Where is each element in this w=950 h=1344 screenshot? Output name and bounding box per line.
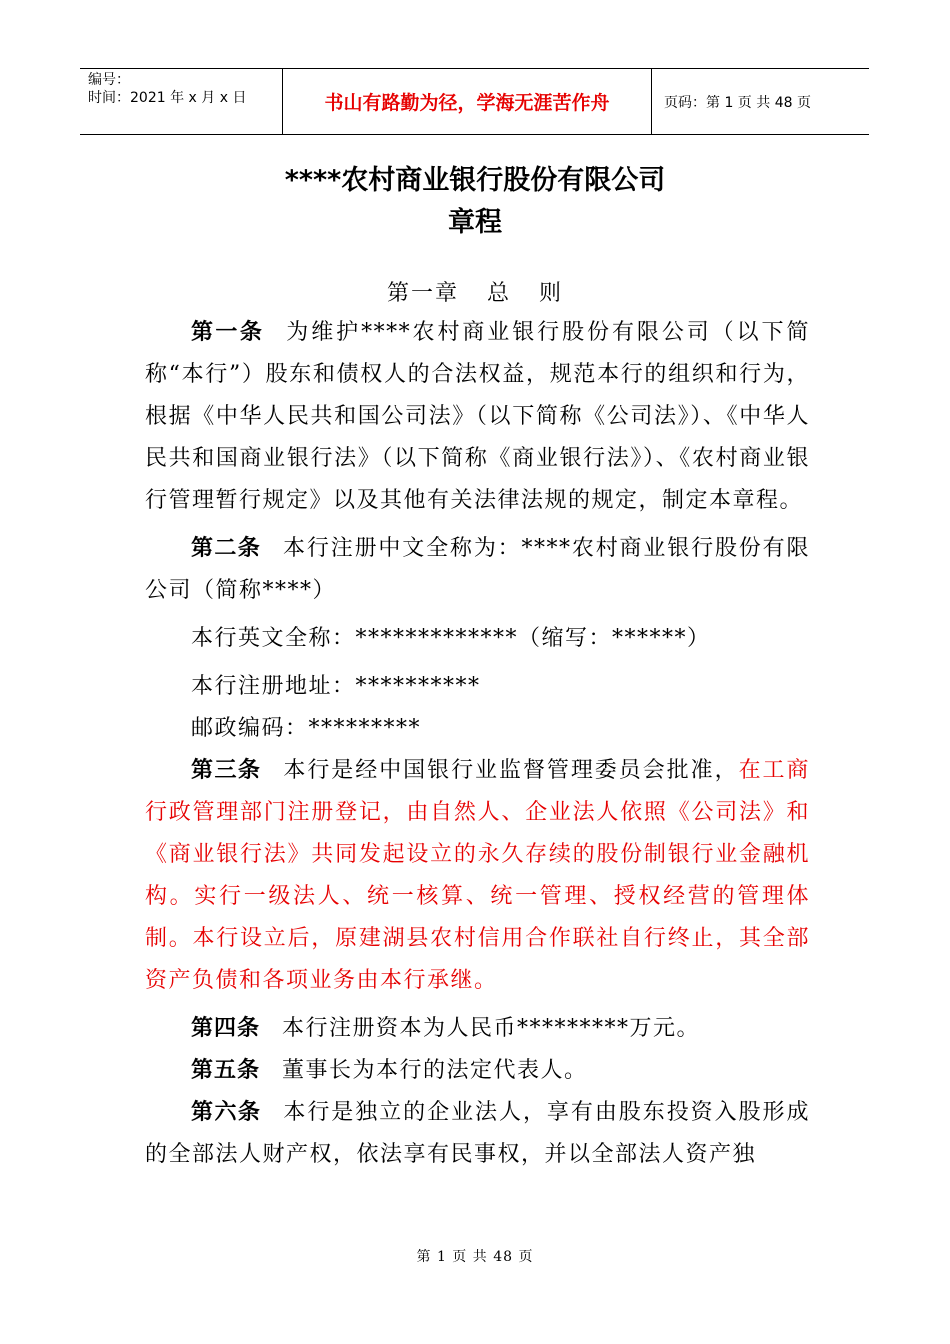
article-3-label: 第三条 [191,758,262,783]
article-4-label: 第四条 [191,1016,261,1041]
header-left-cell [80,69,282,134]
article-2-text: 本行注册中文全称为：****农村商业银行股份有限公司（简称****） [145,536,810,603]
article-3-text: 本行是经中国银行业监督管理委员会批准， [283,758,739,783]
header-date-label: 时间：2021 年 x 月 x 日 [88,90,247,106]
article-1 [145,312,810,522]
header-number-label: 编号： [88,72,130,88]
document-body [145,312,810,1176]
header-motto: 书山有路勤为径，学海无涯苦作舟 [282,69,652,134]
document-title: ****农村商业银行股份有限公司 [284,165,666,196]
article-2 [145,528,810,612]
article-2-address: 本行注册地址：********** [191,674,481,699]
article-4 [145,1008,810,1050]
article-5-label: 第五条 [191,1058,261,1083]
chapter-subtitle-1: 总 [486,281,511,306]
chapter-heading [0,276,950,307]
article-3 [145,750,810,1002]
header-page-label: 页码：第 1 页 共 48 页 [664,94,811,111]
document-subtitle: 章程 [448,207,502,238]
article-1-label: 第一条 [191,320,265,345]
article-5 [145,1050,810,1092]
article-5-text: 董事长为本行的法定代表人。 [282,1058,588,1083]
chapter-name: 第一章 [386,281,459,306]
article-6 [145,1092,810,1176]
article-1-text: 为维护****农村商业银行股份有限公司（以下简称“本行”）股东和债权人的合法权益，规范本行的组织和行为，根据《中华人民共和国公司法》（以下简称《公司法》）、《中华人民共和国商业银行法》（以下简称《商业银行法》）、《农村商业银行管理暂行规定》以及其他有关法律法规的规定，制定本章程。 [145,320,810,513]
article-3-highlighted-text: 在工商行政管理部门注册登记，由自然人、企业法人依照《公司法》和《商业银行法》共同发起设立的永久存续的股份制银行业金融机构。实行一级法人、统一核算、统一管理、授权经营的管理体制。本行设立后，原建湖县农村信用合作联社自行终止，其全部资产负债和各项业务由本行承继。 [145,758,810,993]
article-6-label: 第六条 [191,1100,262,1125]
page-footer: 第 1 页 共 48 页 [416,1249,534,1265]
article-6-text: 本行是独立的企业法人，享有由股东投资入股形成的全部法人财产权，依法享有民事权，并以全部法人资产独 [145,1100,810,1167]
document-header-table [80,68,869,135]
chapter-subtitle-2: 则 [539,281,564,306]
article-2-label: 第二条 [191,536,262,561]
article-4-text: 本行注册资本为人民币*********万元。 [282,1016,701,1041]
article-2-postcode: 邮政编码：********* [191,716,422,741]
article-2-english-name: 本行英文全称：*************（缩写：******） [191,626,711,651]
